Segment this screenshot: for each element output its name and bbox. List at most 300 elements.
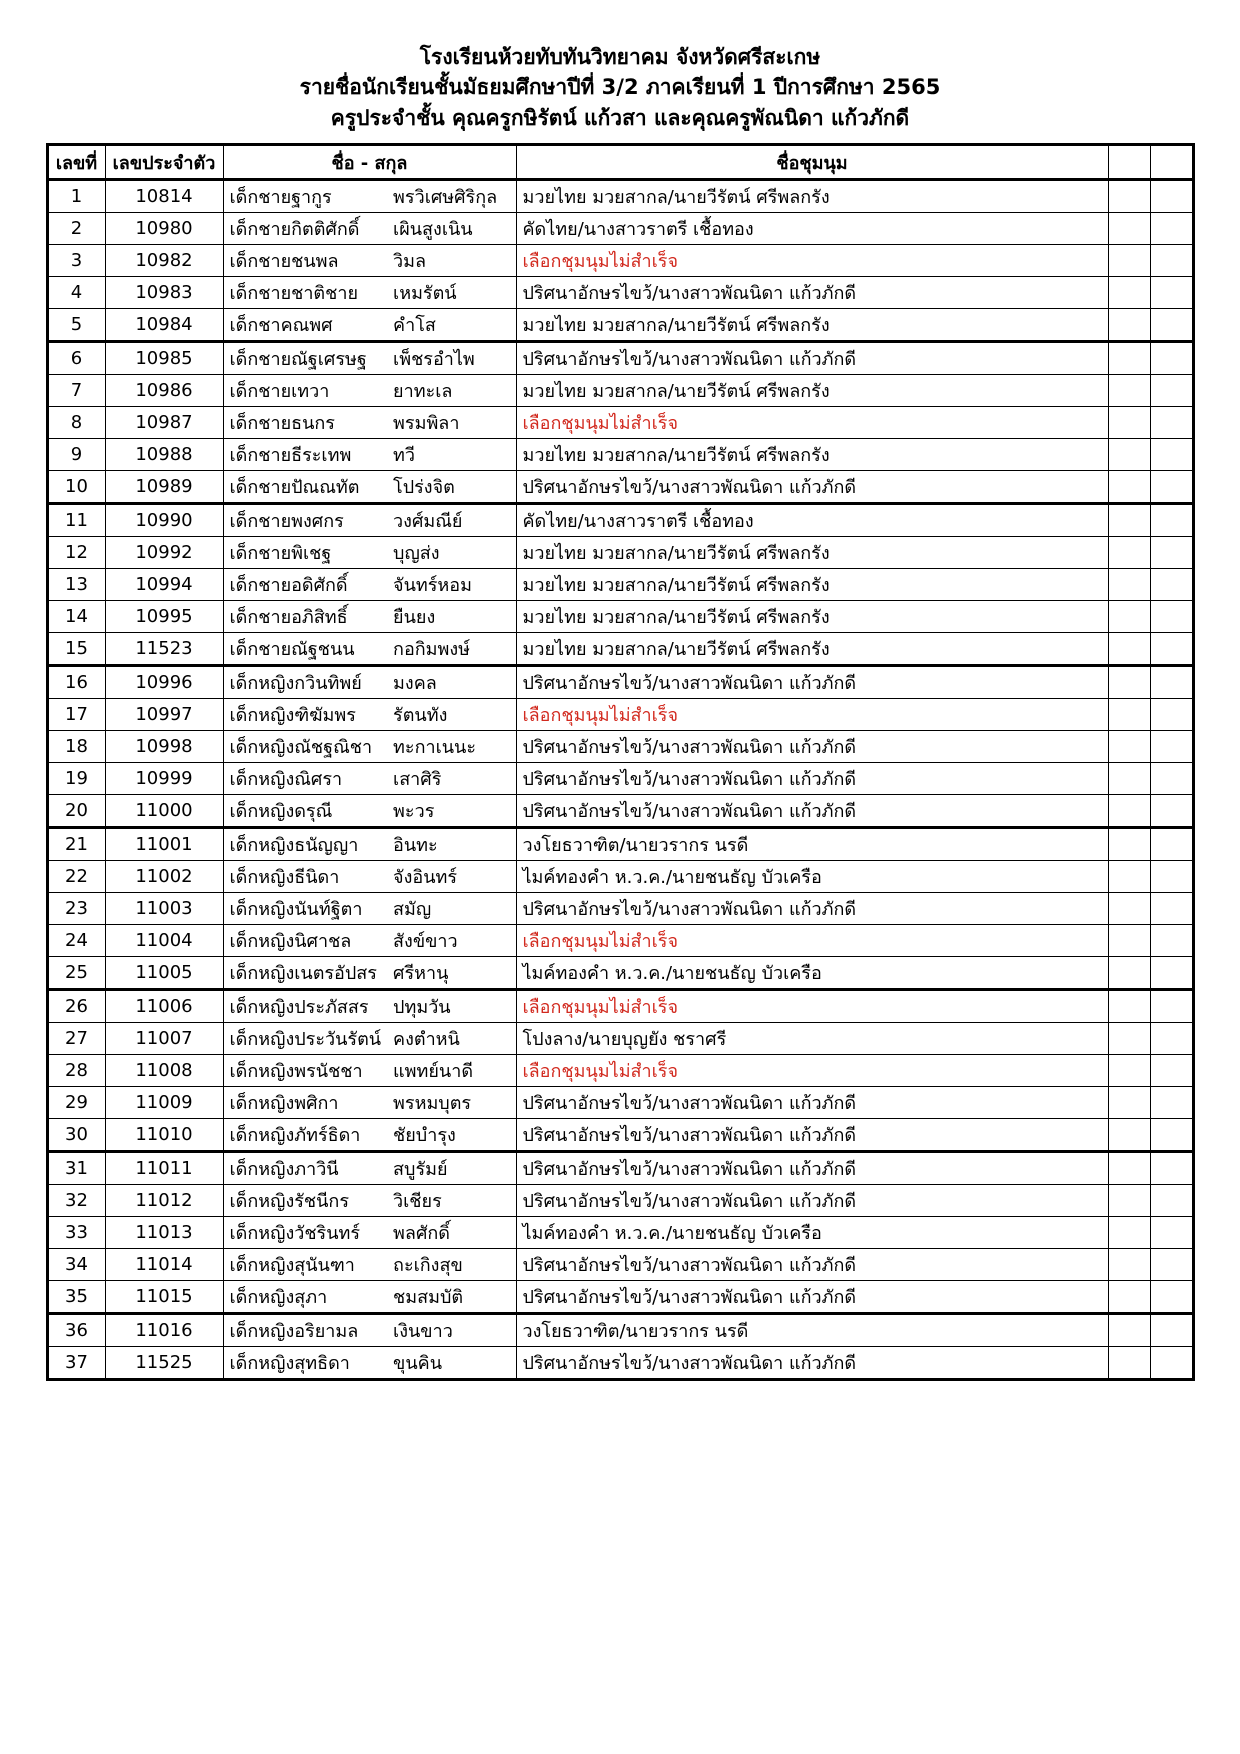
student-first-name: เด็กหญิงณัชฐณิชา — [229, 737, 373, 759]
row-number-cell: 29 — [47, 1087, 105, 1119]
empty-cell-1 — [1108, 699, 1150, 731]
student-name-cell — [223, 1314, 516, 1347]
student-first-name: เด็กชายพงศกร — [229, 511, 344, 533]
column-header-club: ชื่อชุมนุม — [516, 145, 1108, 180]
student-id-cell: 11001 — [105, 828, 223, 861]
student-id-cell: 11012 — [105, 1185, 223, 1217]
table-row — [47, 439, 1193, 471]
student-name-cell — [223, 180, 516, 213]
empty-cell-1 — [1108, 407, 1150, 439]
row-number-cell: 34 — [47, 1249, 105, 1281]
student-last-name: ปทุมวัน — [393, 997, 451, 1019]
student-first-name: เด็กหญิงประภัสสร — [229, 997, 369, 1019]
empty-cell-2 — [1150, 633, 1193, 666]
student-first-name: เด็กชายพิเชฐ — [229, 543, 332, 565]
student-first-name: เด็กหญิงพศิกา — [229, 1093, 339, 1115]
student-last-name: สบูรัมย์ — [393, 1159, 448, 1181]
club-selection-failed-cell: เลือกชุมนุมไม่สำเร็จ — [516, 1055, 1108, 1087]
table-row — [47, 990, 1193, 1023]
student-last-name: พรวิเศษศิริกุล — [393, 187, 498, 209]
club-name-cell: ปริศนาอักษรไขว้/นางสาวพัณนิดา แก้วภักดี — [516, 1185, 1108, 1217]
club-name-cell: คัดไทย/นางสาวราตรี เชื้อทอง — [516, 213, 1108, 245]
club-name-cell: ปริศนาอักษรไขว้/นางสาวพัณนิดา แก้วภักดี — [516, 1249, 1108, 1281]
table-row — [47, 180, 1193, 213]
student-name-cell — [223, 861, 516, 893]
student-first-name: เด็กหญิงภาวินี — [229, 1159, 339, 1181]
column-header-extra-2 — [1150, 145, 1193, 180]
empty-cell-1 — [1108, 1087, 1150, 1119]
club-name-cell: มวยไทย มวยสากล/นายวีรัตน์ ศรีพลกรัง — [516, 309, 1108, 342]
club-name-cell: วงโยธวาฑิต/นายวรากร นรดี — [516, 828, 1108, 861]
student-last-name: โปร่งจิต — [393, 477, 455, 499]
table-row — [47, 861, 1193, 893]
empty-cell-2 — [1150, 180, 1193, 213]
empty-cell-2 — [1150, 277, 1193, 309]
student-name-cell — [223, 1217, 516, 1249]
empty-cell-2 — [1150, 471, 1193, 504]
student-name-cell — [223, 1119, 516, 1152]
student-name-cell — [223, 309, 516, 342]
table-row — [47, 213, 1193, 245]
student-last-name: คงตำหนิ — [393, 1029, 460, 1051]
club-name-cell: ไมค์ทองคำ ห.ว.ค./นายชนธัญ บัวเครือ — [516, 957, 1108, 990]
student-id-cell: 11000 — [105, 795, 223, 828]
empty-cell-1 — [1108, 245, 1150, 277]
student-last-name: จันทร์หอม — [393, 575, 472, 597]
row-number-cell: 15 — [47, 633, 105, 666]
student-first-name: เด็กหญิงรัชนีกร — [229, 1191, 349, 1213]
student-last-name: ทวี — [393, 445, 416, 467]
club-name-cell: ปริศนาอักษรไขว้/นางสาวพัณนิดา แก้วภักดี — [516, 763, 1108, 795]
student-first-name: เด็กหญิงสุทธิดา — [229, 1353, 350, 1375]
student-first-name: เด็กหญิงณิศรา — [229, 769, 343, 791]
empty-cell-2 — [1150, 1314, 1193, 1347]
student-name-cell — [223, 1185, 516, 1217]
student-last-name: รัตนทัง — [393, 705, 448, 727]
student-first-name: เด็กชายอภิสิทธิ์ — [229, 607, 348, 629]
student-name-cell — [223, 1249, 516, 1281]
student-name-cell — [223, 731, 516, 763]
student-last-name: แพทย์นาดี — [393, 1061, 474, 1083]
student-id-cell: 11005 — [105, 957, 223, 990]
club-selection-failed-cell: เลือกชุมนุมไม่สำเร็จ — [516, 407, 1108, 439]
row-number-cell: 30 — [47, 1119, 105, 1152]
student-name-cell — [223, 1087, 516, 1119]
table-row — [47, 1249, 1193, 1281]
student-id-cell: 10987 — [105, 407, 223, 439]
column-header-student-id: เลขประจำตัว — [105, 145, 223, 180]
empty-cell-2 — [1150, 731, 1193, 763]
student-name-cell — [223, 407, 516, 439]
empty-cell-2 — [1150, 1119, 1193, 1152]
table-row — [47, 1185, 1193, 1217]
empty-cell-1 — [1108, 1314, 1150, 1347]
student-id-cell: 11002 — [105, 861, 223, 893]
club-name-cell: ปริศนาอักษรไขว้/นางสาวพัณนิดา แก้วภักดี — [516, 1152, 1108, 1185]
empty-cell-2 — [1150, 342, 1193, 375]
student-name-cell — [223, 957, 516, 990]
empty-cell-1 — [1108, 731, 1150, 763]
student-name-cell — [223, 504, 516, 537]
empty-cell-2 — [1150, 990, 1193, 1023]
student-name-cell — [223, 213, 516, 245]
student-id-cell: 10980 — [105, 213, 223, 245]
empty-cell-2 — [1150, 1281, 1193, 1314]
club-name-cell: ปริศนาอักษรไขว้/นางสาวพัณนิดา แก้วภักดี — [516, 277, 1108, 309]
row-number-cell: 6 — [47, 342, 105, 375]
club-name-cell: ปริศนาอักษรไขว้/นางสาวพัณนิดา แก้วภักดี — [516, 1087, 1108, 1119]
empty-cell-2 — [1150, 1347, 1193, 1380]
student-name-cell — [223, 1023, 516, 1055]
student-last-name: วิเชียร — [393, 1191, 442, 1213]
row-number-cell: 10 — [47, 471, 105, 504]
student-last-name: ชัยบำรุง — [393, 1125, 456, 1147]
empty-cell-2 — [1150, 245, 1193, 277]
row-number-cell: 1 — [47, 180, 105, 213]
student-name-cell — [223, 601, 516, 633]
student-first-name: เด็กชายชนพล — [229, 251, 339, 273]
row-number-cell: 26 — [47, 990, 105, 1023]
club-name-cell: ปริศนาอักษรไขว้/นางสาวพัณนิดา แก้วภักดี — [516, 342, 1108, 375]
student-name-cell — [223, 828, 516, 861]
student-last-name: เงินขาว — [393, 1321, 453, 1343]
student-last-name: เพ็ชรอำไพ — [393, 349, 475, 371]
empty-cell-2 — [1150, 213, 1193, 245]
table-row — [47, 1314, 1193, 1347]
club-name-cell: ปริศนาอักษรไขว้/นางสาวพัณนิดา แก้วภักดี — [516, 1119, 1108, 1152]
student-id-cell: 11004 — [105, 925, 223, 957]
club-name-cell: มวยไทย มวยสากล/นายวีรัตน์ ศรีพลกรัง — [516, 537, 1108, 569]
empty-cell-2 — [1150, 439, 1193, 471]
table-row — [47, 407, 1193, 439]
student-id-cell: 10998 — [105, 731, 223, 763]
empty-cell-2 — [1150, 795, 1193, 828]
student-last-name: พรหมบุตร — [393, 1093, 472, 1115]
student-first-name: เด็กหญิงสุภา — [229, 1287, 328, 1309]
row-number-cell: 25 — [47, 957, 105, 990]
club-name-cell: มวยไทย มวยสากล/นายวีรัตน์ ศรีพลกรัง — [516, 601, 1108, 633]
student-id-cell: 10996 — [105, 666, 223, 699]
table-row — [47, 1055, 1193, 1087]
empty-cell-1 — [1108, 277, 1150, 309]
student-club-table — [46, 143, 1195, 1381]
club-name-cell: ปริศนาอักษรไขว้/นางสาวพัณนิดา แก้วภักดี — [516, 1281, 1108, 1314]
empty-cell-1 — [1108, 763, 1150, 795]
club-name-cell: มวยไทย มวยสากล/นายวีรัตน์ ศรีพลกรัง — [516, 569, 1108, 601]
club-name-cell: ไมค์ทองคำ ห.ว.ค./นายชนธัญ บัวเครือ — [516, 1217, 1108, 1249]
empty-cell-1 — [1108, 569, 1150, 601]
table-row — [47, 277, 1193, 309]
student-id-cell: 10989 — [105, 471, 223, 504]
student-first-name: เด็กหญิงดรุณี — [229, 801, 333, 823]
empty-cell-2 — [1150, 1152, 1193, 1185]
empty-cell-2 — [1150, 1217, 1193, 1249]
table-row — [47, 699, 1193, 731]
table-row — [47, 1281, 1193, 1314]
empty-cell-2 — [1150, 504, 1193, 537]
empty-cell-1 — [1108, 471, 1150, 504]
empty-cell-2 — [1150, 925, 1193, 957]
row-number-cell: 20 — [47, 795, 105, 828]
empty-cell-1 — [1108, 990, 1150, 1023]
student-first-name: เด็กหญิงฑิฆัมพร — [229, 705, 356, 727]
student-id-cell: 10988 — [105, 439, 223, 471]
student-name-cell — [223, 342, 516, 375]
column-header-extra-1 — [1108, 145, 1150, 180]
row-number-cell: 32 — [47, 1185, 105, 1217]
table-row — [47, 537, 1193, 569]
student-first-name: เด็กหญิงวัชรินทร์ — [229, 1223, 361, 1245]
club-name-cell: ปริศนาอักษรไขว้/นางสาวพัณนิดา แก้วภักดี — [516, 795, 1108, 828]
club-name-cell: ปริศนาอักษรไขว้/นางสาวพัณนิดา แก้วภักดี — [516, 893, 1108, 925]
table-row — [47, 731, 1193, 763]
student-id-cell: 11015 — [105, 1281, 223, 1314]
table-row — [47, 925, 1193, 957]
class-term-line: รายชื่อนักเรียนชั้นมัธยมศึกษาปีที่ 3/2 ภาคเรียนที่ 1 ปีการศึกษา 2565 — [299, 75, 941, 100]
table-row — [47, 795, 1193, 828]
student-name-cell — [223, 1281, 516, 1314]
row-number-cell: 24 — [47, 925, 105, 957]
row-number-cell: 16 — [47, 666, 105, 699]
homeroom-teachers-line: ครูประจำชั้น คุณครูกษิรัตน์ แก้วสา และคุณครูพัณนิดา แก้วภักดี — [330, 105, 910, 130]
empty-cell-1 — [1108, 633, 1150, 666]
club-name-cell: มวยไทย มวยสากล/นายวีรัตน์ ศรีพลกรัง — [516, 633, 1108, 666]
column-header-no: เลขที่ — [47, 145, 105, 180]
student-last-name: ยืนยง — [393, 607, 436, 629]
empty-cell-1 — [1108, 1249, 1150, 1281]
table-row — [47, 504, 1193, 537]
student-first-name: เด็กชายชาติชาย — [229, 283, 358, 305]
row-number-cell: 27 — [47, 1023, 105, 1055]
student-last-name: กอกิมพงษ์ — [393, 639, 471, 661]
table-row — [47, 666, 1193, 699]
student-id-cell: 11007 — [105, 1023, 223, 1055]
empty-cell-2 — [1150, 763, 1193, 795]
empty-cell-2 — [1150, 601, 1193, 633]
club-name-cell: ปริศนาอักษรไขว้/นางสาวพัณนิดา แก้วภักดี — [516, 666, 1108, 699]
student-name-cell — [223, 1347, 516, 1380]
student-last-name: อินทะ — [393, 835, 438, 857]
student-name-cell — [223, 666, 516, 699]
row-number-cell: 31 — [47, 1152, 105, 1185]
student-id-cell: 10999 — [105, 763, 223, 795]
student-last-name: พลศักดิ์ — [393, 1223, 450, 1245]
empty-cell-1 — [1108, 601, 1150, 633]
student-name-cell — [223, 893, 516, 925]
row-number-cell: 28 — [47, 1055, 105, 1087]
club-name-cell: ปริศนาอักษรไขว้/นางสาวพัณนิดา แก้วภักดี — [516, 731, 1108, 763]
empty-cell-1 — [1108, 828, 1150, 861]
student-last-name: บุญส่ง — [393, 543, 440, 565]
student-last-name: เผินสูงเนิน — [393, 219, 473, 241]
empty-cell-2 — [1150, 1087, 1193, 1119]
row-number-cell: 23 — [47, 893, 105, 925]
empty-cell-1 — [1108, 957, 1150, 990]
student-first-name: เด็กชายธนกร — [229, 413, 335, 435]
student-name-cell — [223, 699, 516, 731]
empty-cell-1 — [1108, 1281, 1150, 1314]
student-id-cell: 11525 — [105, 1347, 223, 1380]
student-last-name: คำโส — [393, 315, 436, 337]
table-row — [47, 375, 1193, 407]
student-last-name: ศรีหานุ — [393, 963, 449, 985]
club-name-cell: มวยไทย มวยสากล/นายวีรัตน์ ศรีพลกรัง — [516, 439, 1108, 471]
student-last-name: ยาทะเล — [393, 381, 453, 403]
club-name-cell: ปริศนาอักษรไขว้/นางสาวพัณนิดา แก้วภักดี — [516, 1347, 1108, 1380]
empty-cell-1 — [1108, 213, 1150, 245]
club-name-cell: มวยไทย มวยสากล/นายวีรัตน์ ศรีพลกรัง — [516, 375, 1108, 407]
student-first-name: เด็กชายณัฐชนน — [229, 639, 355, 661]
row-number-cell: 13 — [47, 569, 105, 601]
empty-cell-1 — [1108, 180, 1150, 213]
student-id-cell: 10990 — [105, 504, 223, 537]
empty-cell-1 — [1108, 504, 1150, 537]
student-id-cell: 11016 — [105, 1314, 223, 1347]
table-row — [47, 1119, 1193, 1152]
empty-cell-1 — [1108, 666, 1150, 699]
row-number-cell: 22 — [47, 861, 105, 893]
student-first-name: เด็กหญิงกวินทิพย์ — [229, 673, 362, 695]
student-id-cell: 11010 — [105, 1119, 223, 1152]
empty-cell-2 — [1150, 1023, 1193, 1055]
student-id-cell: 10814 — [105, 180, 223, 213]
empty-cell-1 — [1108, 893, 1150, 925]
student-name-cell — [223, 1055, 516, 1087]
table-row — [47, 1217, 1193, 1249]
table-row — [47, 471, 1193, 504]
empty-cell-2 — [1150, 666, 1193, 699]
student-name-cell — [223, 245, 516, 277]
empty-cell-1 — [1108, 309, 1150, 342]
student-name-cell — [223, 375, 516, 407]
empty-cell-1 — [1108, 1185, 1150, 1217]
student-last-name: ขุนคิน — [393, 1353, 443, 1375]
student-last-name: วงศ์มณีย์ — [393, 511, 463, 533]
student-last-name: สังข์ขาว — [393, 931, 458, 953]
table-row — [47, 957, 1193, 990]
column-header-name: ชื่อ - สกุล — [223, 145, 516, 180]
student-first-name: เด็กชายอดิศักดิ์ — [229, 575, 348, 597]
student-first-name: เด็กชายเทวา — [229, 381, 330, 403]
student-last-name: วิมล — [393, 251, 427, 273]
empty-cell-1 — [1108, 1152, 1150, 1185]
student-first-name: เด็กหญิงภัทร์ธิดา — [229, 1125, 361, 1147]
row-number-cell: 9 — [47, 439, 105, 471]
empty-cell-2 — [1150, 569, 1193, 601]
student-table-body — [47, 180, 1193, 1380]
student-last-name: ถะเกิงสุข — [393, 1255, 463, 1277]
empty-cell-2 — [1150, 537, 1193, 569]
student-last-name: ทะกาเนนะ — [393, 737, 477, 759]
student-name-cell — [223, 569, 516, 601]
table-row — [47, 633, 1193, 666]
club-selection-failed-cell: เลือกชุมนุมไม่สำเร็จ — [516, 699, 1108, 731]
student-first-name: เด็กชาคณพศ — [229, 315, 333, 337]
club-name-cell: มวยไทย มวยสากล/นายวีรัตน์ ศรีพลกรัง — [516, 180, 1108, 213]
empty-cell-1 — [1108, 795, 1150, 828]
student-id-cell: 10984 — [105, 309, 223, 342]
student-id-cell: 11013 — [105, 1217, 223, 1249]
student-name-cell — [223, 633, 516, 666]
club-selection-failed-cell: เลือกชุมนุมไม่สำเร็จ — [516, 245, 1108, 277]
table-row — [47, 1023, 1193, 1055]
table-row — [47, 309, 1193, 342]
row-number-cell: 21 — [47, 828, 105, 861]
row-number-cell: 5 — [47, 309, 105, 342]
empty-cell-1 — [1108, 1119, 1150, 1152]
empty-cell-2 — [1150, 828, 1193, 861]
row-number-cell: 3 — [47, 245, 105, 277]
table-row — [47, 1087, 1193, 1119]
student-first-name: เด็กชายณัฐเศรษฐ — [229, 349, 367, 371]
table-row — [47, 601, 1193, 633]
empty-cell-2 — [1150, 893, 1193, 925]
table-row — [47, 893, 1193, 925]
student-last-name: พรมพิลา — [393, 413, 460, 435]
row-number-cell: 36 — [47, 1314, 105, 1347]
empty-cell-1 — [1108, 1023, 1150, 1055]
student-last-name: พะวร — [393, 801, 435, 823]
table-row — [47, 342, 1193, 375]
student-last-name: มงคล — [393, 673, 437, 695]
row-number-cell: 17 — [47, 699, 105, 731]
student-first-name: เด็กหญิงพรนัชชา — [229, 1061, 363, 1083]
student-id-cell: 11011 — [105, 1152, 223, 1185]
row-number-cell: 12 — [47, 537, 105, 569]
student-first-name: เด็กหญิงเนตรอัปสร — [229, 963, 377, 985]
empty-cell-2 — [1150, 309, 1193, 342]
student-last-name: ชมสมบัติ — [393, 1287, 464, 1309]
row-number-cell: 4 — [47, 277, 105, 309]
student-name-cell — [223, 277, 516, 309]
row-number-cell: 2 — [47, 213, 105, 245]
student-id-cell: 11006 — [105, 990, 223, 1023]
empty-cell-1 — [1108, 861, 1150, 893]
table-row — [47, 828, 1193, 861]
empty-cell-1 — [1108, 537, 1150, 569]
student-first-name: เด็กหญิงนันท์ฐิตา — [229, 899, 363, 921]
row-number-cell: 7 — [47, 375, 105, 407]
empty-cell-1 — [1108, 375, 1150, 407]
student-id-cell: 10982 — [105, 245, 223, 277]
student-id-cell: 10997 — [105, 699, 223, 731]
student-last-name: จังอินทร์ — [393, 867, 458, 889]
table-row — [47, 245, 1193, 277]
student-first-name: เด็กชายฐากูร — [229, 187, 332, 209]
empty-cell-2 — [1150, 375, 1193, 407]
row-number-cell: 11 — [47, 504, 105, 537]
empty-cell-2 — [1150, 1249, 1193, 1281]
row-number-cell: 18 — [47, 731, 105, 763]
empty-cell-1 — [1108, 1347, 1150, 1380]
row-number-cell: 37 — [47, 1347, 105, 1380]
student-id-cell: 10986 — [105, 375, 223, 407]
row-number-cell: 19 — [47, 763, 105, 795]
student-name-cell — [223, 795, 516, 828]
row-number-cell: 33 — [47, 1217, 105, 1249]
row-number-cell: 14 — [47, 601, 105, 633]
empty-cell-2 — [1150, 1185, 1193, 1217]
club-selection-failed-cell: เลือกชุมนุมไม่สำเร็จ — [516, 925, 1108, 957]
student-last-name: เสาศิริ — [393, 769, 442, 791]
empty-cell-2 — [1150, 957, 1193, 990]
student-name-cell — [223, 471, 516, 504]
document-header — [0, 42, 1240, 133]
empty-cell-1 — [1108, 342, 1150, 375]
student-name-cell — [223, 1152, 516, 1185]
student-name-cell — [223, 537, 516, 569]
student-last-name: สมัญ — [393, 899, 432, 921]
